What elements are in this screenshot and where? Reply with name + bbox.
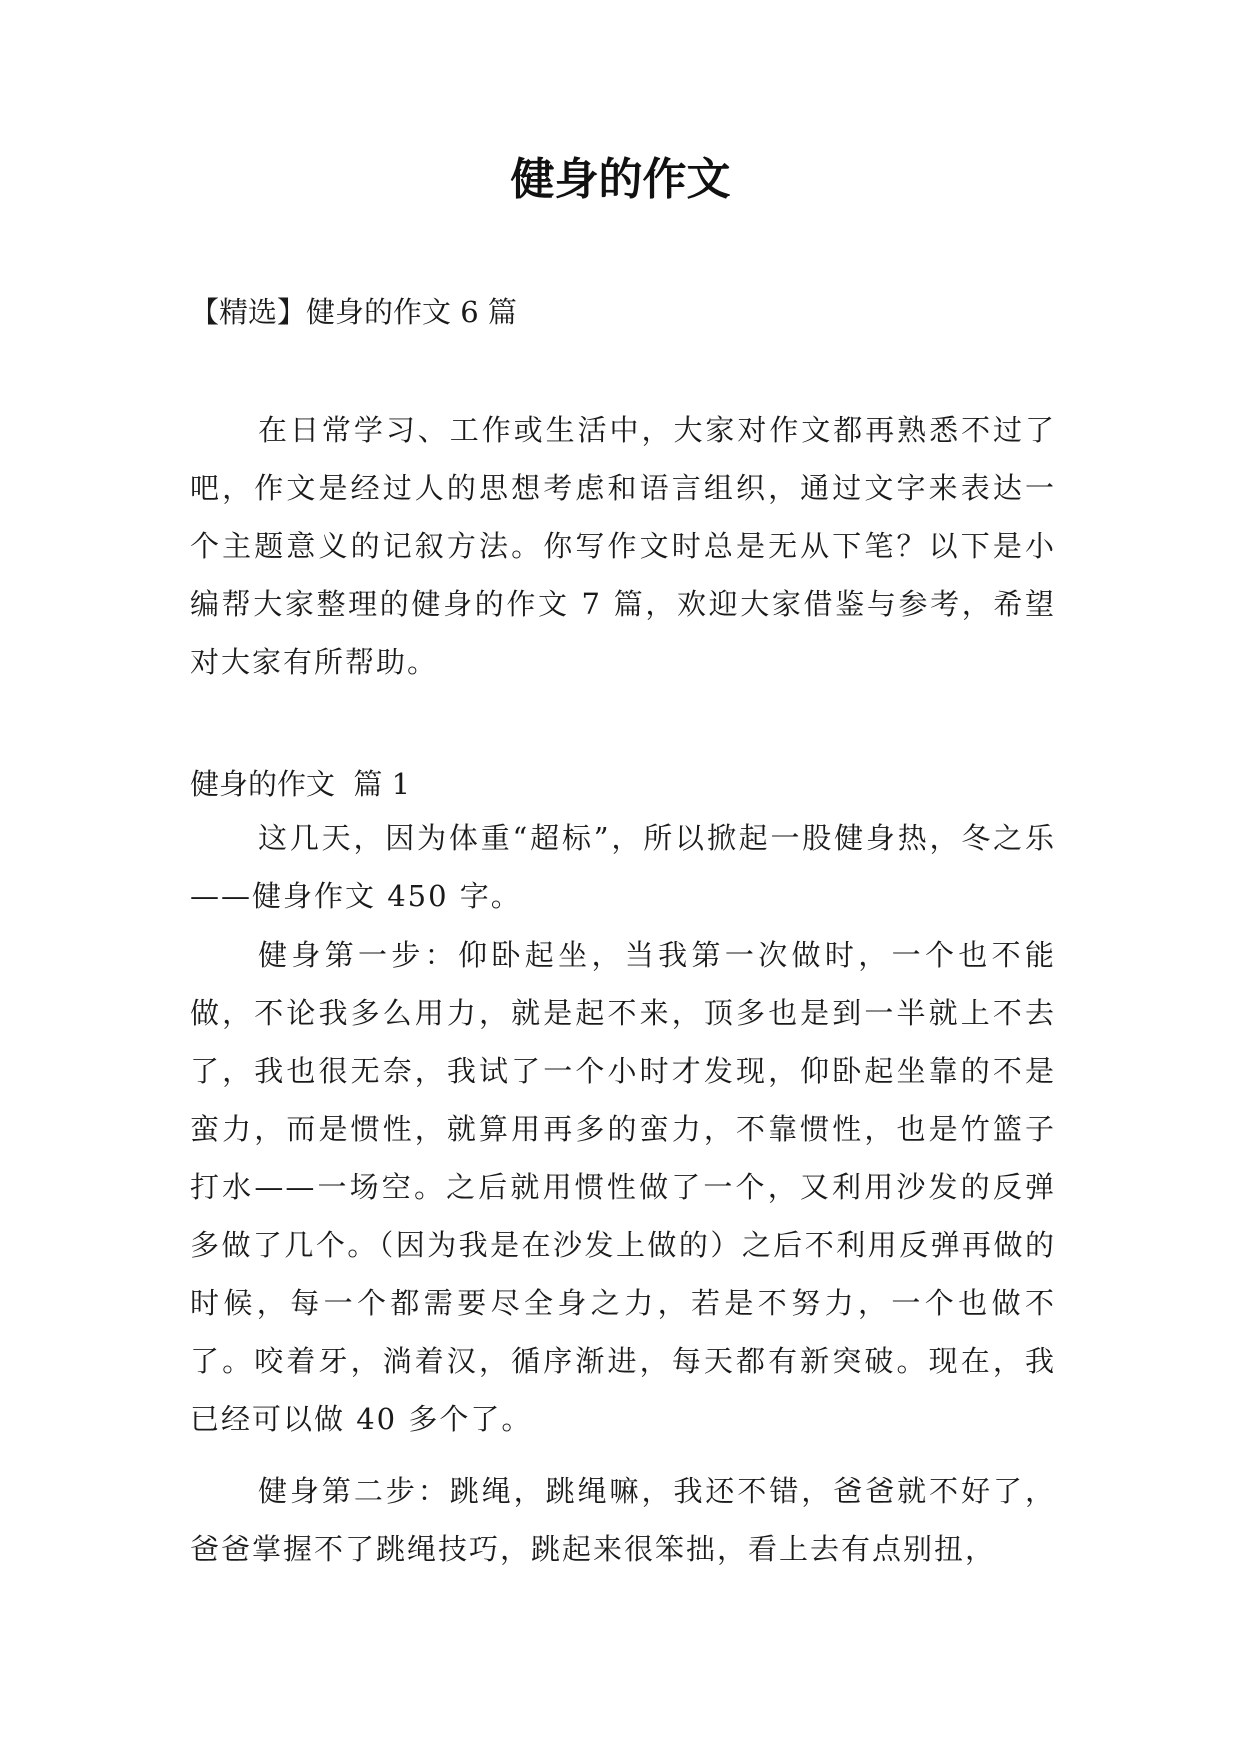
intro-paragraph: 在日常学习、工作或生活中，大家对作文都再熟悉不过了吧，作文是经过人的思想考虑和语言组织，通过文字来表达一个主题意义的记叙方法。你写作文时总是无从下笔？以下是小编帮大家整理的健身的作文 7 篇，欢迎大家借鉴与参考，希望对大家有所帮助。 [190,413,1056,679]
essay-paragraph-3: 健身第二步：跳绳，跳绳嘛，我还不错，爸爸就不好了，爸爸掌握不了跳绳技巧，跳起来很笨拙，看上去有点别扭， [190,1474,1056,1566]
essay-paragraph-2: 健身第一步：仰卧起坐，当我第一次做时，一个也不能做，不论我多么用力，就是起不来，顶多也是到一半就上不去了，我也很无奈，我试了一个小时才发现，仰卧起坐靠的不是蛮力，而是惯性，就算用再多的蛮力，不靠惯性，也是竹篮子打水——一场空。之后就用惯性做了一个，又利用沙发的反弹多做了几个。（因为我是在沙发上做的）之后不利用反弹再做的时候，每一个都需要尽全身之力，若是不努力，一个也做不了。咬着牙，淌着汉，循序渐进，每天都有新突破。现在，我已经可以做 40 多个了。 [190,938,1056,1436]
document-subtitle: 【精选】健身的作文 6 篇 [190,295,517,329]
essay-paragraph-1: 这几天，因为体重“超标”，所以掀起一股健身热，冬之乐——健身作文 450 字。 [190,821,1056,913]
document-title: 健身的作文 [510,154,731,205]
essay-heading: 健身的作文 篇 1 [190,767,411,801]
